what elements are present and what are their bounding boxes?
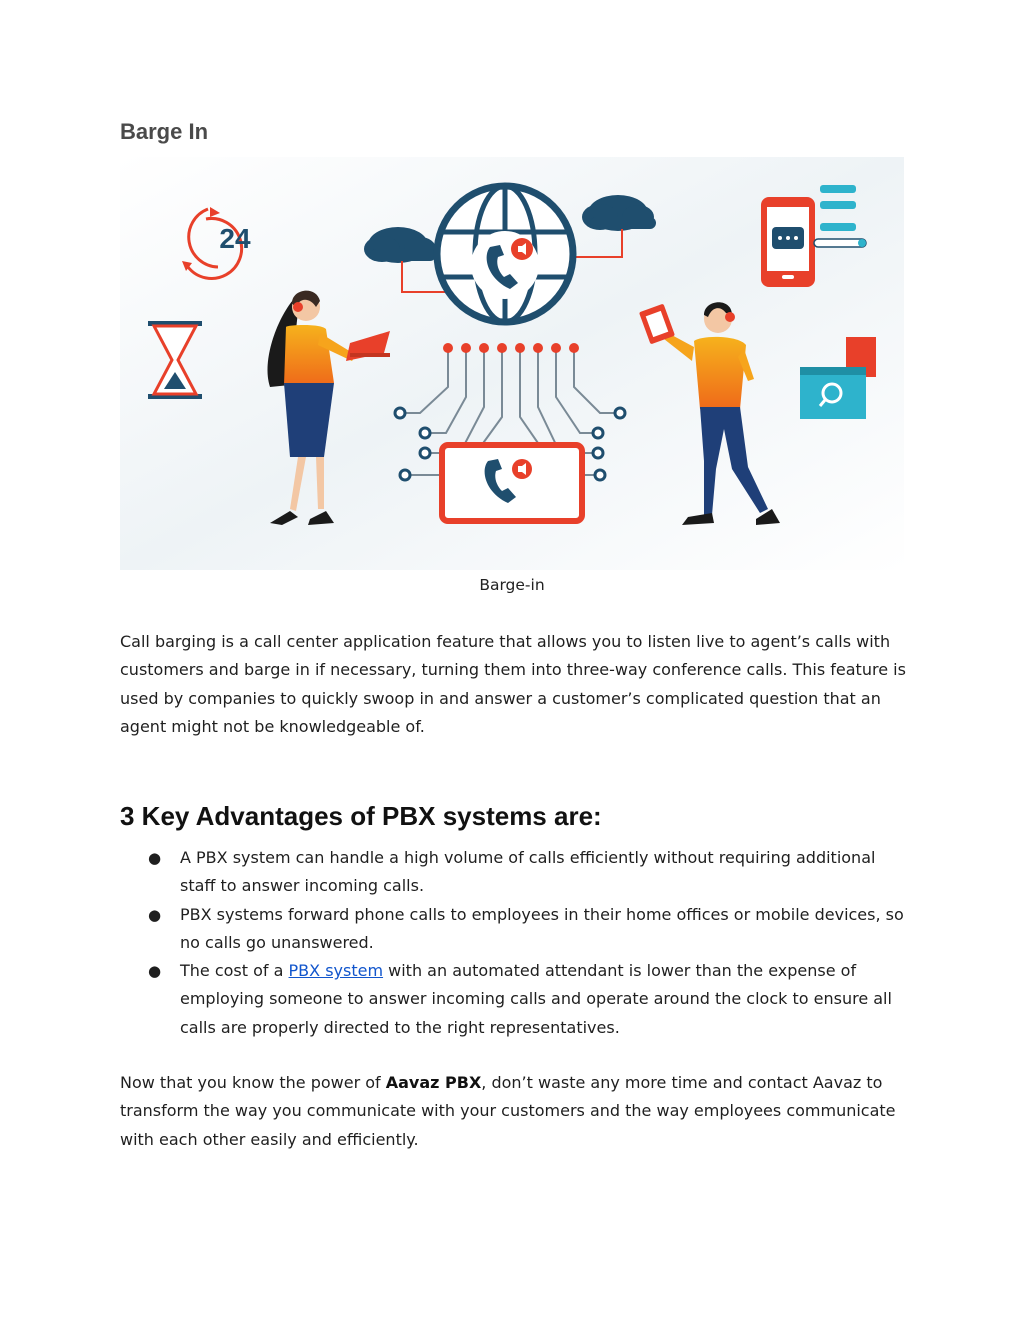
- section-title: Barge In: [120, 119, 209, 144]
- bullet-icon: ●: [148, 962, 162, 981]
- advantages-heading: 3 Key Advantages of PBX systems are:: [120, 801, 602, 831]
- list-item-text: A PBX system can handle a high volume of calls efficiently without requiring additional staff to answer incoming calls.: [180, 848, 876, 896]
- bullet-icon: ●: [148, 849, 162, 867]
- globe-icon: [437, 186, 573, 322]
- bullet-icon: ●: [148, 905, 162, 924]
- list-item-text-before: The cost of a: [180, 961, 289, 981]
- 24-hours-label: 24: [219, 223, 251, 254]
- brand-name: Aavaz PBX: [385, 1073, 482, 1092]
- list-item-text: PBX systems forward phone calls to employees in their home offices or mobile devices, so no calls go unanswered.: [180, 904, 904, 952]
- intro-paragraph: Call barging is a call center application feature that allows you to listen live to agent’s calls with customers and barge in if necessary, turning them into three-way conference calls. This feature is used by companies to quickly swoop in and answer a customer’s complicated question that an agent might not be knowledgeable of.: [120, 632, 906, 736]
- closing-paragraph: [120, 1069, 920, 1154]
- list-item: [148, 901, 908, 958]
- list-item-text-after: with an automated attendant is lower than the expense of employing someone to answer incoming calls and operate around the clock to ensure all calls are properly directed to the right representatives.: [180, 961, 892, 1037]
- call-screen-icon: [442, 445, 582, 521]
- barge-in-illustration: [120, 157, 904, 570]
- advantages-list: [148, 844, 908, 1042]
- closing-text-after: , don’t waste any more time and contact Aavaz to transform the way you communicate with your customers and the way employees communicate with each other easily and efficiently.: [120, 1073, 896, 1149]
- figure-caption: Barge-in: [479, 576, 545, 594]
- list-item: [148, 957, 908, 1042]
- pbx-system-link[interactable]: PBX system: [288, 961, 384, 981]
- closing-text-before: Now that you know the power of: [120, 1073, 386, 1092]
- list-item: [148, 844, 908, 901]
